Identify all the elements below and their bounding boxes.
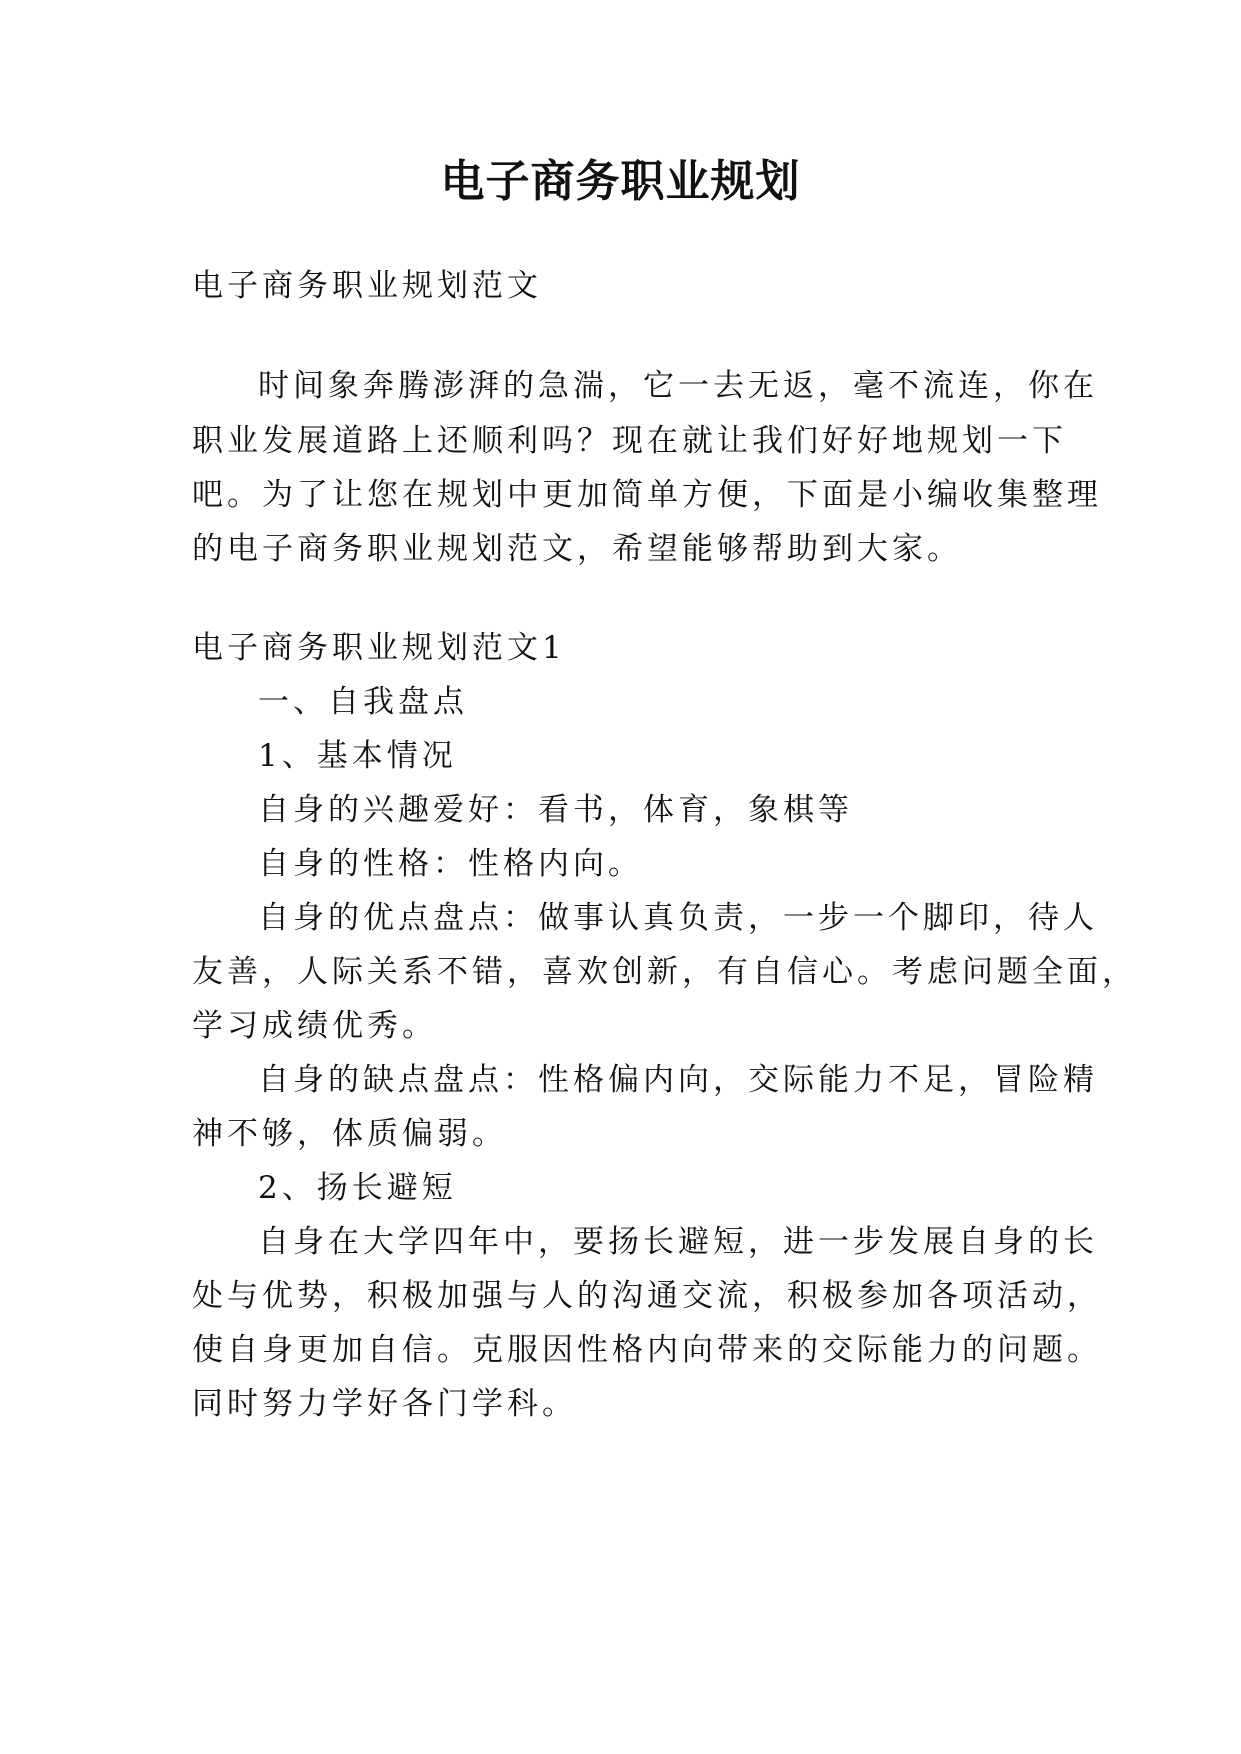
text-line: 学习成绩优秀。: [192, 1008, 437, 1044]
text-line: 自身的兴趣爱好：看书，体育，象棋等: [258, 792, 853, 828]
text-line: 的电子商务职业规划范文，希望能够帮助到大家。: [192, 531, 962, 567]
text-line: 1、基本情况: [258, 738, 457, 774]
document-title: 电子商务职业规划: [440, 156, 801, 207]
text-line: 电子商务职业规划范文1: [192, 630, 566, 666]
text-line: 友善，人际关系不错，喜欢创新，有自信心。考虑问题全面，: [192, 954, 1137, 990]
text-line: 自身的缺点盘点：性格偏内向，交际能力不足，冒险精: [258, 1062, 1098, 1098]
text-line: 一、自我盘点: [258, 684, 468, 720]
text-line: 自身的性格：性格内向。: [258, 846, 643, 882]
text-line: 处与优势，积极加强与人的沟通交流，积极参加各项活动，: [192, 1278, 1102, 1314]
text-line: 自身的优点盘点：做事认真负责，一步一个脚印，待人: [258, 900, 1098, 936]
text-line: 同时努力学好各门学科。: [192, 1386, 577, 1422]
text-line: 神不够，体质偏弱。: [192, 1116, 507, 1152]
text-line: 职业发展道路上还顺利吗？现在就让我们好好地规划一下: [192, 423, 1067, 459]
text-line: 吧。为了让您在规划中更加简单方便，下面是小编收集整理: [192, 477, 1102, 513]
text-line: 2、扬长避短: [258, 1170, 457, 1206]
text-line: 使自身更加自信。克服因性格内向带来的交际能力的问题。: [192, 1332, 1102, 1368]
text-line: 电子商务职业规划范文: [192, 268, 542, 304]
text-line: 时间象奔腾澎湃的急湍，它一去无返，毫不流连，你在: [258, 368, 1098, 404]
text-line: 自身在大学四年中，要扬长避短，进一步发展自身的长: [258, 1224, 1098, 1260]
